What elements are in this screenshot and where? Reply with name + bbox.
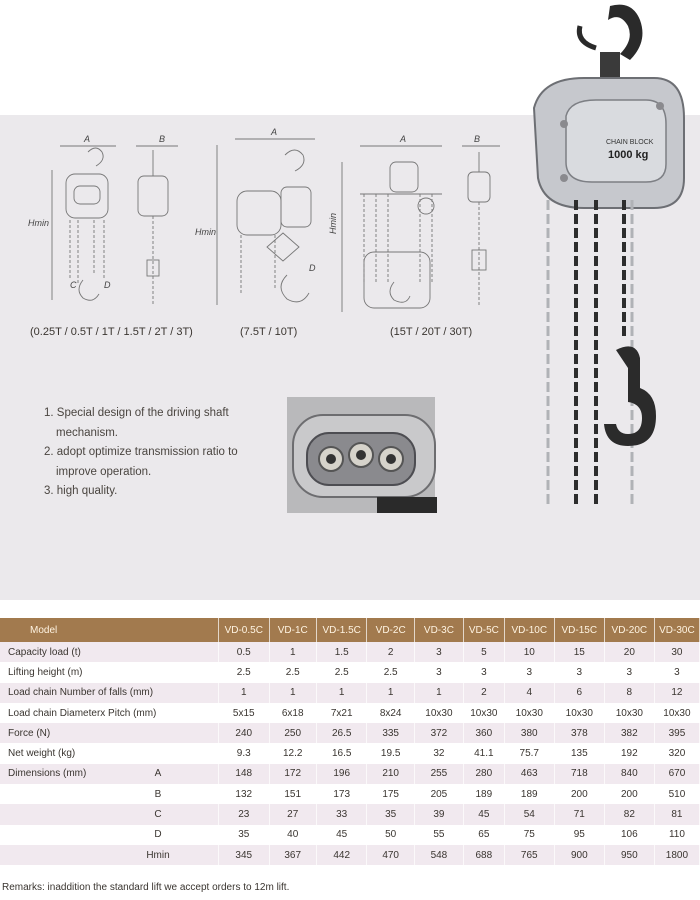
table-cell: 335 — [367, 723, 414, 743]
row-label: Load chain Number of falls (mm) — [0, 683, 219, 703]
table-cell: 45 — [463, 804, 504, 824]
dim-c-label: C — [70, 280, 77, 290]
table-cell: 55 — [414, 825, 463, 845]
table-cell: 189 — [504, 784, 554, 804]
row-label: Net weight (kg) — [0, 743, 219, 763]
table-cell: 132 — [219, 784, 270, 804]
table-cell: 30 — [654, 642, 699, 662]
dim-hmin-label: Hmin — [28, 218, 50, 228]
table-cell: 75.7 — [504, 743, 554, 763]
row-label — [0, 804, 219, 824]
table-cell: 5x15 — [219, 703, 270, 723]
row-label: Capacity load (t) — [0, 642, 219, 662]
table-header-row — [0, 618, 700, 642]
table-cell: 442 — [316, 845, 367, 865]
feature-item: 1. Special design of the driving shaft mechanism. — [44, 407, 229, 439]
row-label — [0, 825, 219, 845]
header-model-name: VD-5C — [463, 618, 504, 642]
table-cell: 148 — [219, 764, 270, 784]
header-model-name: VD-1C — [269, 618, 316, 642]
table-cell: 367 — [269, 845, 316, 865]
header-model-name: VD-15C — [554, 618, 604, 642]
dim-a-label: A — [84, 134, 91, 144]
table-cell: 3 — [414, 642, 463, 662]
table-cell: 82 — [604, 804, 654, 824]
table-cell: 20 — [604, 642, 654, 662]
table-cell: 45 — [316, 825, 367, 845]
table-cell: 2 — [463, 683, 504, 703]
header-model-name: VD-20C — [604, 618, 654, 642]
table-cell: 205 — [414, 784, 463, 804]
table-cell: 395 — [654, 723, 699, 743]
table-cell: 173 — [316, 784, 367, 804]
table-cell: 510 — [654, 784, 699, 804]
row-label — [0, 784, 219, 804]
table-cell: 54 — [504, 804, 554, 824]
table-cell: 2.5 — [367, 662, 414, 682]
table-cell: 3 — [654, 662, 699, 682]
table-cell: 2.5 — [269, 662, 316, 682]
table-cell: 378 — [554, 723, 604, 743]
table-cell: 840 — [604, 764, 654, 784]
table-cell: 2 — [367, 642, 414, 662]
row-label: Load chain Diameterx Pitch (mm) — [0, 703, 219, 723]
table-cell: 189 — [463, 784, 504, 804]
table-cell: 1 — [316, 683, 367, 703]
table-row — [0, 804, 700, 824]
table-cell: 95 — [554, 825, 604, 845]
row-sub-label: B — [154, 788, 162, 800]
table-cell: 360 — [463, 723, 504, 743]
table-cell: 0.5 — [219, 642, 270, 662]
table-cell: 2.5 — [316, 662, 367, 682]
table-cell: 200 — [604, 784, 654, 804]
table-cell: 3 — [463, 662, 504, 682]
table-cell: 5 — [463, 642, 504, 662]
dim-b-label: B — [474, 134, 481, 144]
feature-list — [40, 404, 270, 502]
table-cell: 40 — [269, 825, 316, 845]
table-cell: 1 — [414, 683, 463, 703]
row-label — [0, 764, 219, 784]
table-cell: 10x30 — [554, 703, 604, 723]
dim-a-label: A — [271, 127, 278, 137]
table-cell: 16.5 — [316, 743, 367, 763]
table-cell: 4 — [504, 683, 554, 703]
dim-d-label: D — [104, 280, 111, 290]
table-cell: 3 — [604, 662, 654, 682]
table-cell: 35 — [219, 825, 270, 845]
table-cell: 10 — [504, 642, 554, 662]
table-row — [0, 845, 700, 865]
row-label: Force (N) — [0, 723, 219, 743]
table-cell: 41.1 — [463, 743, 504, 763]
dim-b-label: B — [159, 134, 166, 144]
header-model-name: VD-10C — [504, 618, 554, 642]
table-cell: 10x30 — [504, 703, 554, 723]
table-cell: 382 — [604, 723, 654, 743]
table-cell: 670 — [654, 764, 699, 784]
table-cell: 65 — [463, 825, 504, 845]
table-cell: 1 — [367, 683, 414, 703]
table-cell: 2.5 — [219, 662, 270, 682]
table-cell: 380 — [504, 723, 554, 743]
table-cell: 900 — [554, 845, 604, 865]
table-cell: 470 — [367, 845, 414, 865]
table-cell: 240 — [219, 723, 270, 743]
table-cell: 463 — [504, 764, 554, 784]
caption-small-hoist: (0.25T / 0.5T / 1T / 1.5T / 2T / 3T) — [30, 326, 193, 338]
table-row — [0, 662, 700, 682]
table-cell: 19.5 — [367, 743, 414, 763]
hoist-label-line1: CHAIN BLOCK — [606, 139, 654, 146]
table-cell: 10x30 — [414, 703, 463, 723]
table-cell: 75 — [504, 825, 554, 845]
table-cell: 8 — [604, 683, 654, 703]
table-cell: 6 — [554, 683, 604, 703]
table-cell: 39 — [414, 804, 463, 824]
table-cell: 320 — [654, 743, 699, 763]
table-cell: 200 — [554, 784, 604, 804]
table-cell: 548 — [414, 845, 463, 865]
table-cell: 7x21 — [316, 703, 367, 723]
row-sub-label: D — [154, 829, 162, 841]
table-row — [0, 723, 700, 743]
table-cell: 950 — [604, 845, 654, 865]
table-cell: 35 — [367, 804, 414, 824]
table-cell: 718 — [554, 764, 604, 784]
diagram-medium-hoist — [195, 125, 330, 315]
caption-medium-hoist: (7.5T / 10T) — [240, 326, 298, 338]
table-cell: 372 — [414, 723, 463, 743]
table-cell: 151 — [269, 784, 316, 804]
table-cell: 26.5 — [316, 723, 367, 743]
row-sub-label: Hmin — [146, 849, 170, 861]
table-cell: 32 — [414, 743, 463, 763]
header-model-name: VD-2C — [367, 618, 414, 642]
table-cell: 1 — [269, 683, 316, 703]
table-cell: 50 — [367, 825, 414, 845]
table-cell: 110 — [654, 825, 699, 845]
table-cell: 10x30 — [463, 703, 504, 723]
table-cell: 192 — [604, 743, 654, 763]
table-cell: 15 — [554, 642, 604, 662]
table-cell: 196 — [316, 764, 367, 784]
table-cell: 6x18 — [269, 703, 316, 723]
driving-shaft-photo — [287, 397, 435, 513]
header-model: Model — [0, 618, 219, 642]
table-cell: 3 — [414, 662, 463, 682]
table-row — [0, 825, 700, 845]
table-cell: 1800 — [654, 845, 699, 865]
table-cell: 250 — [269, 723, 316, 743]
row-label-text: Dimensions (mm) — [8, 768, 87, 780]
diagram-large-hoist — [330, 132, 510, 320]
table-cell: 10x30 — [604, 703, 654, 723]
table-cell: 765 — [504, 845, 554, 865]
table-cell: 175 — [367, 784, 414, 804]
spec-table — [0, 618, 700, 865]
table-row — [0, 703, 700, 723]
table-cell: 27 — [269, 804, 316, 824]
table-cell: 172 — [269, 764, 316, 784]
table-cell: 12 — [654, 683, 699, 703]
dim-hmin-label: Hmin — [195, 227, 217, 237]
table-cell: 210 — [367, 764, 414, 784]
table-cell: 10x30 — [654, 703, 699, 723]
table-cell: 1 — [219, 683, 270, 703]
dim-hmin-label: Hmin — [328, 212, 338, 234]
table-cell: 8x24 — [367, 703, 414, 723]
header-model-name: VD-0.5C — [219, 618, 270, 642]
hoist-label-line2: 1000 kg — [608, 149, 649, 161]
table-cell: 1.5 — [316, 642, 367, 662]
chain-block-hoist-photo — [520, 0, 700, 520]
table-cell: 9.3 — [219, 743, 270, 763]
table-cell: 106 — [604, 825, 654, 845]
diagram-small-hoist — [28, 130, 188, 315]
header-model-name: VD-3C — [414, 618, 463, 642]
row-label — [0, 845, 219, 865]
table-cell: 1 — [269, 642, 316, 662]
table-cell: 345 — [219, 845, 270, 865]
feature-item: 3. high quality. — [44, 485, 118, 497]
spec-table-body — [0, 642, 700, 865]
table-cell: 33 — [316, 804, 367, 824]
table-cell: 135 — [554, 743, 604, 763]
row-label: Lifting height (m) — [0, 662, 219, 682]
table-row — [0, 743, 700, 763]
table-row — [0, 642, 700, 662]
row-sub-label: A — [154, 768, 162, 780]
table-cell: 3 — [504, 662, 554, 682]
header-model-name: VD-30C — [654, 618, 699, 642]
table-cell: 688 — [463, 845, 504, 865]
dim-a-label: A — [400, 134, 407, 144]
table-cell: 71 — [554, 804, 604, 824]
table-row — [0, 683, 700, 703]
table-cell: 12.2 — [269, 743, 316, 763]
table-cell: 81 — [654, 804, 699, 824]
caption-large-hoist: (15T / 20T / 30T) — [390, 326, 473, 338]
table-row — [0, 764, 700, 784]
table-row — [0, 784, 700, 804]
feature-item: 2. adopt optimize transmission ratio to improve operation. — [44, 446, 238, 478]
remarks-note: Remarks: inaddition the standard lift we accept orders to 12m lift. — [2, 882, 290, 893]
dim-d-label: D — [309, 263, 316, 273]
row-sub-label: C — [154, 809, 162, 821]
table-cell: 280 — [463, 764, 504, 784]
table-cell: 3 — [554, 662, 604, 682]
table-cell: 255 — [414, 764, 463, 784]
header-model-name: VD-1.5C — [316, 618, 367, 642]
table-cell: 23 — [219, 804, 270, 824]
